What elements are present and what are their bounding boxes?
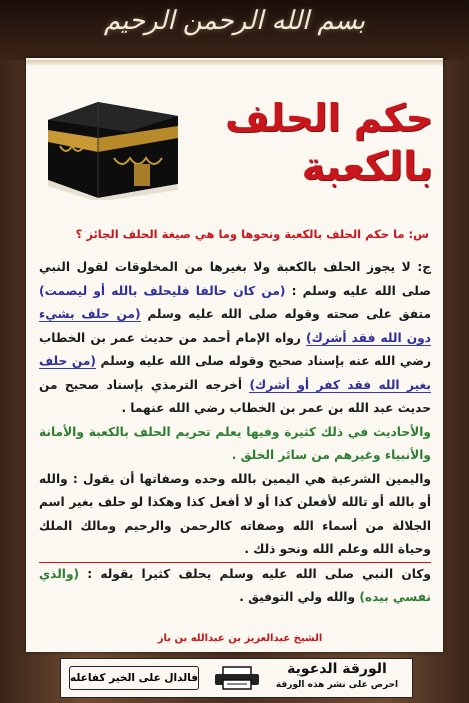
footer-motto-box: فالدال على الخير كفاعله	[69, 666, 199, 690]
answer-paragraph-2: والأحاديث في ذلك كثيرة وفيها يعلم تحريم الحلف بالكعبة والأمانة والأنبياء وغيرهم من سائر الخلق .	[39, 424, 431, 462]
answer-text: متفق على صحته وقوله صلى الله عليه وسلم	[140, 307, 431, 321]
kaaba-illustration	[38, 80, 186, 200]
hadith-quote: (من كان حالفا فليحلف بالله أو ليصمت)	[39, 283, 286, 298]
answer-paragraph-1	[39, 256, 431, 421]
footer-banner	[60, 658, 413, 698]
card-edge	[26, 60, 443, 66]
answer-text: رواه الإمام أحمد من حديث عمر بن الخطاب رضي الله عنه بإسناد صحيح وقوله صلى الله عليه وسلم	[39, 330, 431, 368]
footer-title: الورقة الدعوية	[287, 661, 387, 677]
answer-text: أخرجه الترمذي بإسناد صحيح من حديث عبد الله بن عمر بن الخطاب رضي الله عنهما .	[39, 377, 431, 415]
basmala-calligraphy: بسم الله الرحمن الرحيم	[103, 6, 366, 36]
footer-subtitle: احرص على نشر هذه الورقة	[275, 680, 399, 690]
answer-text: ج: لا يجوز الحلف بالكعبة ولا بغيرها من المخلوقات لقول النبي صلى الله عليه وسلم :	[39, 260, 431, 298]
answer-paragraph-3: واليمين الشرعية هي اليمين بالله وحده وصفاتها أن يقول : والله أو بالله أو تالله لأفعلن كذا أو لا أفعل كذا وهكذا لو حلف بغير اسم الجلالة من أسماء الله وصفاته كالرحمن والرحيم ومالك الملك وحياة الله وعلم الله ونحو ذلك .	[39, 468, 431, 563]
title-line-2: بالكعبة	[301, 144, 433, 190]
answer-text: والله ولي التوفيق .	[239, 590, 360, 604]
answer-paragraph-4	[39, 563, 431, 610]
title-line-1: حكم الحلف	[225, 96, 433, 140]
hadith-quote: (من حلف بشيء دون الله فقد أشرك)	[39, 307, 432, 345]
question-text: س: ما حكم الحلف بالكعبة ونحوها وما هي صيغة الحلف الجائز ؟	[75, 227, 429, 241]
printer-icon	[211, 665, 263, 691]
hadith-quote: (والذي نفسي بيده)	[39, 566, 431, 604]
author-name: الشيخ عبدالعزيز بن عبدالله بن باز	[157, 633, 323, 644]
answer-body	[39, 256, 431, 610]
answer-text: وكان النبي صلى الله عليه وسلم يحلف كثيرا بقوله :	[79, 566, 431, 581]
hadith-quote: (من حلف بغير الله فقد كفر أو أشرك)	[39, 354, 431, 392]
